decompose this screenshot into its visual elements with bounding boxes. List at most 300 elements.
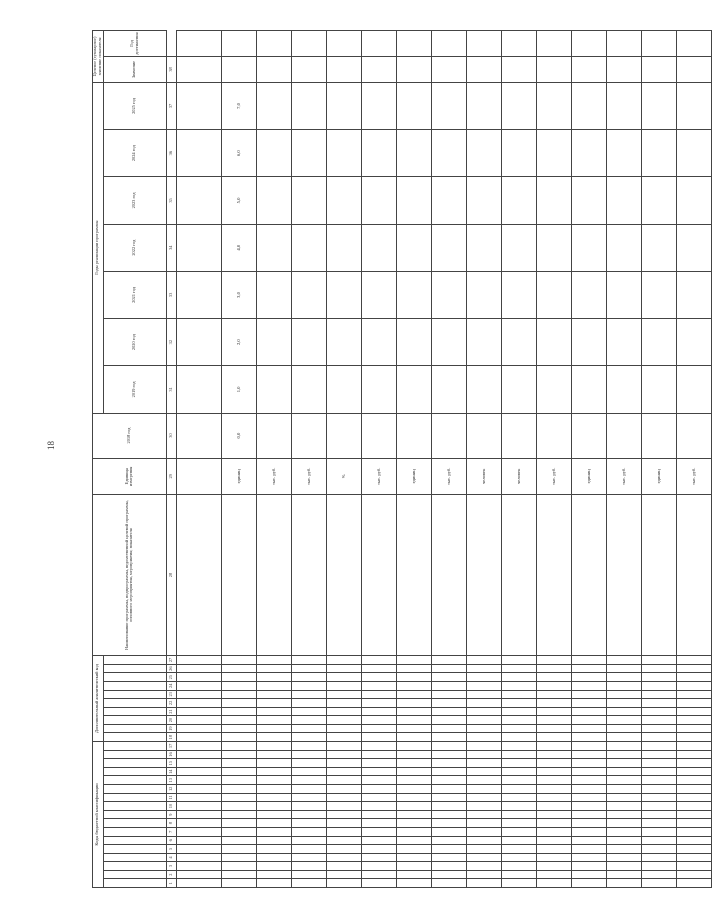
code-cell xyxy=(676,862,711,871)
year-value-cell xyxy=(571,82,606,129)
column-number: 8 xyxy=(166,819,176,828)
code-cell xyxy=(361,853,396,862)
code-cell xyxy=(536,862,571,871)
column-number: 37 xyxy=(166,82,176,129)
year-value-cell xyxy=(176,224,221,271)
code-cell xyxy=(606,699,641,708)
code-cell xyxy=(571,716,606,725)
table-row xyxy=(466,31,501,888)
year-value-cell xyxy=(291,130,326,177)
column-number: 17 xyxy=(166,742,176,751)
column-number: 7 xyxy=(166,827,176,836)
code-cell xyxy=(326,656,361,665)
code-cell xyxy=(361,750,396,759)
year-value-cell xyxy=(676,130,711,177)
realization-years-header: Годы реализации программы xyxy=(93,82,104,413)
code-cell xyxy=(291,733,326,742)
code-cell xyxy=(571,707,606,716)
code-cell xyxy=(466,673,501,682)
year-value-cell xyxy=(256,130,291,177)
code-cell xyxy=(501,785,536,794)
code-cell xyxy=(676,707,711,716)
final-value-cell xyxy=(396,57,431,83)
base-value-cell xyxy=(501,413,536,458)
column-number: 12 xyxy=(166,785,176,794)
code-column-header xyxy=(103,776,166,785)
code-cell xyxy=(396,733,431,742)
code-cell xyxy=(176,673,221,682)
year-value-cell xyxy=(536,366,571,413)
base-year-header: 2018 год xyxy=(93,413,167,458)
code-cell xyxy=(606,776,641,785)
column-number: 1 xyxy=(166,879,176,888)
code-cell xyxy=(501,716,536,725)
code-cell xyxy=(606,802,641,811)
year-value-cell xyxy=(641,177,676,224)
final-value-cell xyxy=(571,57,606,83)
table-row xyxy=(361,31,396,888)
code-cell xyxy=(676,810,711,819)
code-cell xyxy=(501,724,536,733)
code-cell xyxy=(396,707,431,716)
code-cell xyxy=(326,870,361,879)
indicator-name-cell xyxy=(606,495,641,656)
code-cell xyxy=(571,879,606,888)
year-value-cell xyxy=(361,177,396,224)
year-value-cell: 5,0 xyxy=(221,177,256,224)
code-cell xyxy=(606,733,641,742)
code-cell xyxy=(536,853,571,862)
final-value-header: Целевое (суммарное) значение показателя xyxy=(93,31,104,83)
final-year-cell xyxy=(291,31,326,57)
code-cell xyxy=(291,673,326,682)
year-value-cell xyxy=(361,319,396,366)
column-number: 9 xyxy=(166,810,176,819)
code-cell xyxy=(641,819,676,828)
code-cell xyxy=(431,810,466,819)
code-cell xyxy=(501,845,536,854)
code-cell xyxy=(176,793,221,802)
code-cell xyxy=(676,681,711,690)
unit-cell: тыс. руб. xyxy=(536,458,571,495)
code-cell xyxy=(176,836,221,845)
code-cell xyxy=(501,862,536,871)
year-value-cell xyxy=(326,130,361,177)
code-cell xyxy=(361,759,396,768)
indicator-name-cell xyxy=(256,495,291,656)
year-value-cell: 7,0 xyxy=(221,82,256,129)
code-cell xyxy=(291,690,326,699)
year-value-cell xyxy=(176,319,221,366)
final-value-cell xyxy=(641,57,676,83)
code-cell xyxy=(291,750,326,759)
year-value-cell xyxy=(291,224,326,271)
code-cell xyxy=(221,656,256,665)
code-cell xyxy=(431,664,466,673)
code-cell xyxy=(641,845,676,854)
code-column-header xyxy=(103,664,166,673)
code-cell xyxy=(536,845,571,854)
year-header: 2022 год xyxy=(103,224,166,271)
code-cell xyxy=(396,664,431,673)
unit-cell: единиц xyxy=(396,458,431,495)
year-value-cell xyxy=(326,224,361,271)
code-cell xyxy=(466,802,501,811)
code-cell xyxy=(466,819,501,828)
code-cell xyxy=(291,716,326,725)
code-cell xyxy=(256,810,291,819)
code-cell xyxy=(676,690,711,699)
final-year-cell xyxy=(571,31,606,57)
code-cell xyxy=(256,853,291,862)
year-value-cell xyxy=(501,177,536,224)
year-value-cell xyxy=(361,224,396,271)
code-cell xyxy=(396,767,431,776)
code-cell xyxy=(676,793,711,802)
year-value-cell xyxy=(431,224,466,271)
code-cell xyxy=(176,776,221,785)
column-number: 33 xyxy=(166,271,176,318)
code-cell xyxy=(641,767,676,776)
code-cell xyxy=(291,802,326,811)
code-cell xyxy=(431,793,466,802)
code-cell xyxy=(571,690,606,699)
code-cell xyxy=(291,707,326,716)
year-value-cell xyxy=(256,271,291,318)
code-cell xyxy=(571,819,606,828)
code-cell xyxy=(256,664,291,673)
code-cell xyxy=(466,776,501,785)
year-value-cell xyxy=(536,82,571,129)
code-cell xyxy=(396,862,431,871)
column-number: 25 xyxy=(166,673,176,682)
year-value-cell: 4,0 xyxy=(221,224,256,271)
year-value-cell xyxy=(501,82,536,129)
code-cell xyxy=(176,879,221,888)
year-value-cell xyxy=(676,82,711,129)
code-cell xyxy=(431,862,466,871)
code-cell xyxy=(326,819,361,828)
column-number: 38 xyxy=(166,57,176,83)
code-cell xyxy=(256,870,291,879)
code-cell xyxy=(326,776,361,785)
year-value-cell xyxy=(176,366,221,413)
code-cell xyxy=(326,759,361,768)
code-cell xyxy=(221,870,256,879)
year-header: 2023 год xyxy=(103,177,166,224)
code-cell xyxy=(536,690,571,699)
code-cell xyxy=(536,707,571,716)
code-cell xyxy=(221,785,256,794)
code-cell xyxy=(676,742,711,751)
code-cell xyxy=(256,862,291,871)
column-number: 23 xyxy=(166,690,176,699)
column-number: 26 xyxy=(166,664,176,673)
final-value-subheader: Значение xyxy=(103,57,166,83)
code-cell xyxy=(431,785,466,794)
code-cell xyxy=(571,750,606,759)
year-value-cell xyxy=(606,271,641,318)
rotated-table-container xyxy=(92,30,697,888)
code-cell xyxy=(501,681,536,690)
code-cell xyxy=(641,836,676,845)
code-cell xyxy=(326,879,361,888)
year-value-cell xyxy=(256,82,291,129)
final-value-cell xyxy=(431,57,466,83)
code-column-header xyxy=(103,845,166,854)
code-cell xyxy=(176,656,221,665)
code-cell xyxy=(396,810,431,819)
year-value-cell xyxy=(291,177,326,224)
code-cell xyxy=(466,716,501,725)
code-cell xyxy=(606,827,641,836)
code-column-header xyxy=(103,716,166,725)
indicator-name-cell xyxy=(396,495,431,656)
year-value-cell xyxy=(256,319,291,366)
year-value-cell xyxy=(676,319,711,366)
code-cell xyxy=(176,819,221,828)
year-value-cell xyxy=(676,366,711,413)
code-cell xyxy=(501,664,536,673)
code-cell xyxy=(606,785,641,794)
indicator-name-cell xyxy=(641,495,676,656)
code-cell xyxy=(536,742,571,751)
code-cell xyxy=(256,656,291,665)
code-cell xyxy=(326,853,361,862)
year-value-cell xyxy=(536,224,571,271)
code-cell xyxy=(396,716,431,725)
code-column-header xyxy=(103,742,166,751)
code-cell xyxy=(361,681,396,690)
code-cell xyxy=(326,810,361,819)
code-cell xyxy=(256,707,291,716)
code-cell xyxy=(361,870,396,879)
code-cell xyxy=(641,776,676,785)
code-cell xyxy=(466,724,501,733)
year-value-cell xyxy=(431,319,466,366)
code-cell xyxy=(641,793,676,802)
code-cell xyxy=(361,707,396,716)
column-number: 5 xyxy=(166,845,176,854)
final-year-cell xyxy=(466,31,501,57)
indicator-name-cell xyxy=(571,495,606,656)
code-cell xyxy=(606,879,641,888)
code-cell xyxy=(326,827,361,836)
code-cell xyxy=(431,742,466,751)
code-cell xyxy=(431,733,466,742)
code-cell xyxy=(396,750,431,759)
code-cell xyxy=(361,836,396,845)
column-number: 36 xyxy=(166,130,176,177)
code-cell xyxy=(676,819,711,828)
table-row xyxy=(606,31,641,888)
code-column-header xyxy=(103,785,166,794)
code-cell xyxy=(501,793,536,802)
code-cell xyxy=(361,793,396,802)
code-cell xyxy=(466,699,501,708)
indicator-name-cell xyxy=(221,495,256,656)
year-value-cell xyxy=(501,271,536,318)
additional-code-header: Дополнительный аналитический код xyxy=(93,656,104,742)
code-cell xyxy=(466,870,501,879)
final-year-cell xyxy=(501,31,536,57)
code-cell xyxy=(396,836,431,845)
year-value-cell xyxy=(176,82,221,129)
year-value-cell xyxy=(361,366,396,413)
year-value-cell xyxy=(501,130,536,177)
code-cell xyxy=(326,742,361,751)
code-cell xyxy=(536,836,571,845)
code-cell xyxy=(641,733,676,742)
code-cell xyxy=(396,870,431,879)
code-cell xyxy=(606,724,641,733)
year-header: 2021 год xyxy=(103,271,166,318)
code-cell xyxy=(536,681,571,690)
final-value-cell xyxy=(221,57,256,83)
code-cell xyxy=(676,785,711,794)
column-number: 34 xyxy=(166,224,176,271)
code-column-header xyxy=(103,879,166,888)
code-cell xyxy=(256,785,291,794)
code-cell xyxy=(676,767,711,776)
year-value-cell xyxy=(256,366,291,413)
code-cell xyxy=(466,656,501,665)
code-cell xyxy=(536,819,571,828)
year-value-cell xyxy=(501,366,536,413)
year-value-cell xyxy=(431,82,466,129)
code-cell xyxy=(606,870,641,879)
code-cell xyxy=(176,724,221,733)
code-cell xyxy=(396,819,431,828)
final-value-cell xyxy=(176,57,221,83)
year-value-cell: 3,0 xyxy=(221,271,256,318)
code-cell xyxy=(676,870,711,879)
code-cell xyxy=(176,785,221,794)
code-cell xyxy=(466,707,501,716)
code-cell xyxy=(676,699,711,708)
code-column-header xyxy=(103,681,166,690)
year-value-cell xyxy=(291,82,326,129)
year-header: 2025 год xyxy=(103,82,166,129)
column-number: 22 xyxy=(166,699,176,708)
year-value-cell xyxy=(641,271,676,318)
column-number: 14 xyxy=(166,767,176,776)
code-cell xyxy=(466,767,501,776)
code-cell xyxy=(221,776,256,785)
code-cell xyxy=(326,664,361,673)
year-value-cell xyxy=(571,224,606,271)
code-cell xyxy=(536,733,571,742)
code-cell xyxy=(641,656,676,665)
column-number: 19 xyxy=(166,724,176,733)
year-value-cell: 1,0 xyxy=(221,366,256,413)
code-cell xyxy=(641,802,676,811)
code-cell xyxy=(176,853,221,862)
code-cell xyxy=(641,742,676,751)
code-cell xyxy=(361,673,396,682)
column-number: 32 xyxy=(166,319,176,366)
unit-cell: человек xyxy=(501,458,536,495)
code-column-header xyxy=(103,793,166,802)
code-cell xyxy=(676,724,711,733)
code-cell xyxy=(676,853,711,862)
code-cell xyxy=(676,664,711,673)
year-value-cell xyxy=(466,130,501,177)
code-cell xyxy=(676,879,711,888)
code-cell xyxy=(431,776,466,785)
code-cell xyxy=(536,673,571,682)
code-cell xyxy=(571,733,606,742)
final-year-cell xyxy=(536,31,571,57)
unit-cell: % xyxy=(326,458,361,495)
code-cell xyxy=(326,802,361,811)
code-cell xyxy=(641,785,676,794)
code-cell xyxy=(571,767,606,776)
code-cell xyxy=(396,699,431,708)
code-cell xyxy=(501,870,536,879)
code-cell xyxy=(501,656,536,665)
year-value-cell xyxy=(326,177,361,224)
code-cell xyxy=(221,750,256,759)
year-value-cell xyxy=(176,130,221,177)
code-cell xyxy=(256,681,291,690)
code-column-header xyxy=(103,853,166,862)
code-cell xyxy=(431,836,466,845)
year-value-cell xyxy=(606,319,641,366)
code-cell xyxy=(176,862,221,871)
year-header: 2024 год xyxy=(103,130,166,177)
indicator-name-cell xyxy=(326,495,361,656)
code-cell xyxy=(571,785,606,794)
code-cell xyxy=(221,699,256,708)
code-cell xyxy=(466,785,501,794)
code-cell xyxy=(176,870,221,879)
code-cell xyxy=(326,845,361,854)
code-cell xyxy=(431,716,466,725)
unit-cell: единиц xyxy=(221,458,256,495)
code-cell xyxy=(676,802,711,811)
code-cell xyxy=(466,690,501,699)
code-cell xyxy=(501,750,536,759)
code-cell xyxy=(431,681,466,690)
year-value-cell xyxy=(361,130,396,177)
year-value-cell xyxy=(396,130,431,177)
code-cell xyxy=(176,767,221,776)
code-cell xyxy=(256,793,291,802)
final-value-cell xyxy=(676,57,711,83)
code-column-header xyxy=(103,673,166,682)
code-cell xyxy=(571,742,606,751)
code-cell xyxy=(536,716,571,725)
code-cell xyxy=(256,690,291,699)
code-cell xyxy=(396,802,431,811)
base-value-cell xyxy=(676,413,711,458)
year-value-cell xyxy=(641,224,676,271)
code-cell xyxy=(326,707,361,716)
column-number: 24 xyxy=(166,681,176,690)
code-cell xyxy=(396,673,431,682)
code-cell xyxy=(221,707,256,716)
year-value-cell xyxy=(431,366,466,413)
code-cell xyxy=(361,690,396,699)
code-cell xyxy=(256,776,291,785)
code-cell xyxy=(291,656,326,665)
code-cell xyxy=(641,716,676,725)
year-value-cell xyxy=(326,82,361,129)
final-year-cell xyxy=(326,31,361,57)
code-cell xyxy=(396,724,431,733)
year-value-cell xyxy=(291,319,326,366)
